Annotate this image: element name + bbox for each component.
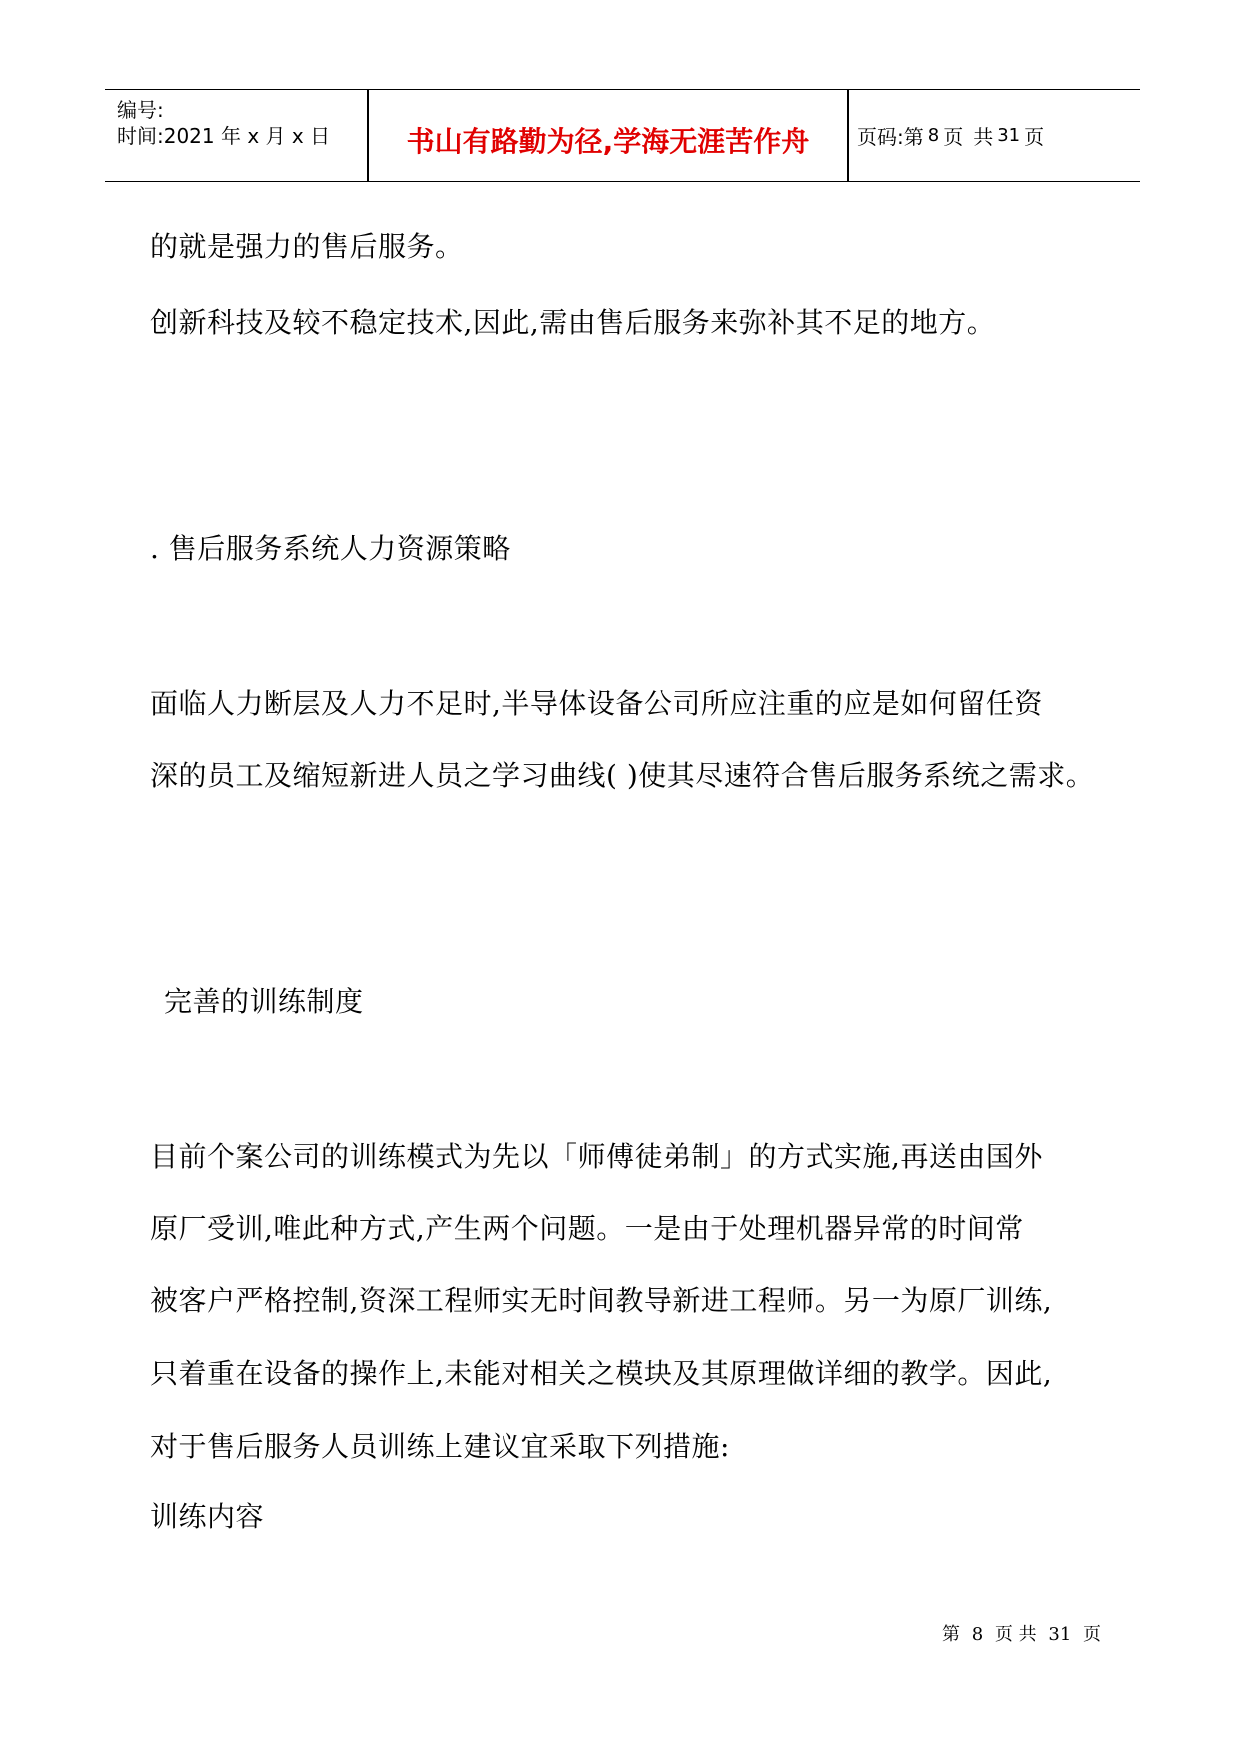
paragraph-3-line-2: 深的员工及缩短新进人员之学习曲线( )使其尽速符合售后服务系统之需求。 [150, 759, 1095, 792]
paragraph-3-line-1: 面临人力断层及人力不足时,半导体设备公司所应注重的应是如何留任资 [150, 687, 1043, 720]
page-current: 8 [927, 125, 940, 146]
footer-total: 31 [1048, 1624, 1072, 1645]
total-unit: 页 [1024, 125, 1045, 149]
page-unit: 页 [943, 125, 964, 149]
header-motto: 书山有路勤为径,学海无涯苦作舟 [406, 124, 810, 158]
paragraph-4-line-3: 被客户严格控制,资深工程师实无时间教导新进工程师。另一为原厂训练, [150, 1284, 1053, 1317]
time-label: 时间:2021 年 x 月 x 日 [117, 124, 331, 148]
paragraph-5: 训练内容 [150, 1500, 265, 1533]
paragraph-2: 创新科技及较不稳定技术,因此,需由售后服务来弥补其不足的地方。 [150, 306, 996, 339]
page-total: 31 [997, 125, 1021, 146]
footer-mid: 页 共 [994, 1624, 1037, 1645]
paragraph-1: 的就是强力的售后服务。 [150, 230, 464, 263]
header-page-info [857, 90, 1137, 181]
paragraph-4-line-4: 只着重在设备的操作上,未能对相关之模块及其原理做详细的教学。因此, [150, 1357, 1053, 1390]
page-label: 页码:第 [857, 125, 924, 149]
header-divider-right [847, 90, 849, 181]
paragraph-4-line-1: 目前个案公司的训练模式为先以「师傅徒弟制」的方式实施,再送由国外 [150, 1140, 1043, 1173]
header-motto-cell [369, 90, 847, 181]
section-heading-hr-strategy: . 售后服务系统人力资源策略 [150, 532, 511, 565]
page-header [105, 89, 1140, 182]
total-label: 共 [973, 125, 994, 149]
footer-current: 8 [971, 1624, 984, 1645]
serial-label: 编号: [117, 98, 164, 122]
paragraph-4-line-5: 对于售后服务人员训练上建议宜采取下列措施: [150, 1430, 730, 1463]
paragraph-4-line-2: 原厂受训,唯此种方式,产生两个问题。一是由于处理机器异常的时间常 [150, 1212, 1024, 1245]
header-meta [105, 90, 367, 181]
page-footer [942, 1620, 1101, 1646]
footer-suffix: 页 [1083, 1624, 1102, 1645]
section-heading-training: 完善的训练制度 [164, 985, 364, 1018]
footer-prefix: 第 [942, 1624, 960, 1645]
